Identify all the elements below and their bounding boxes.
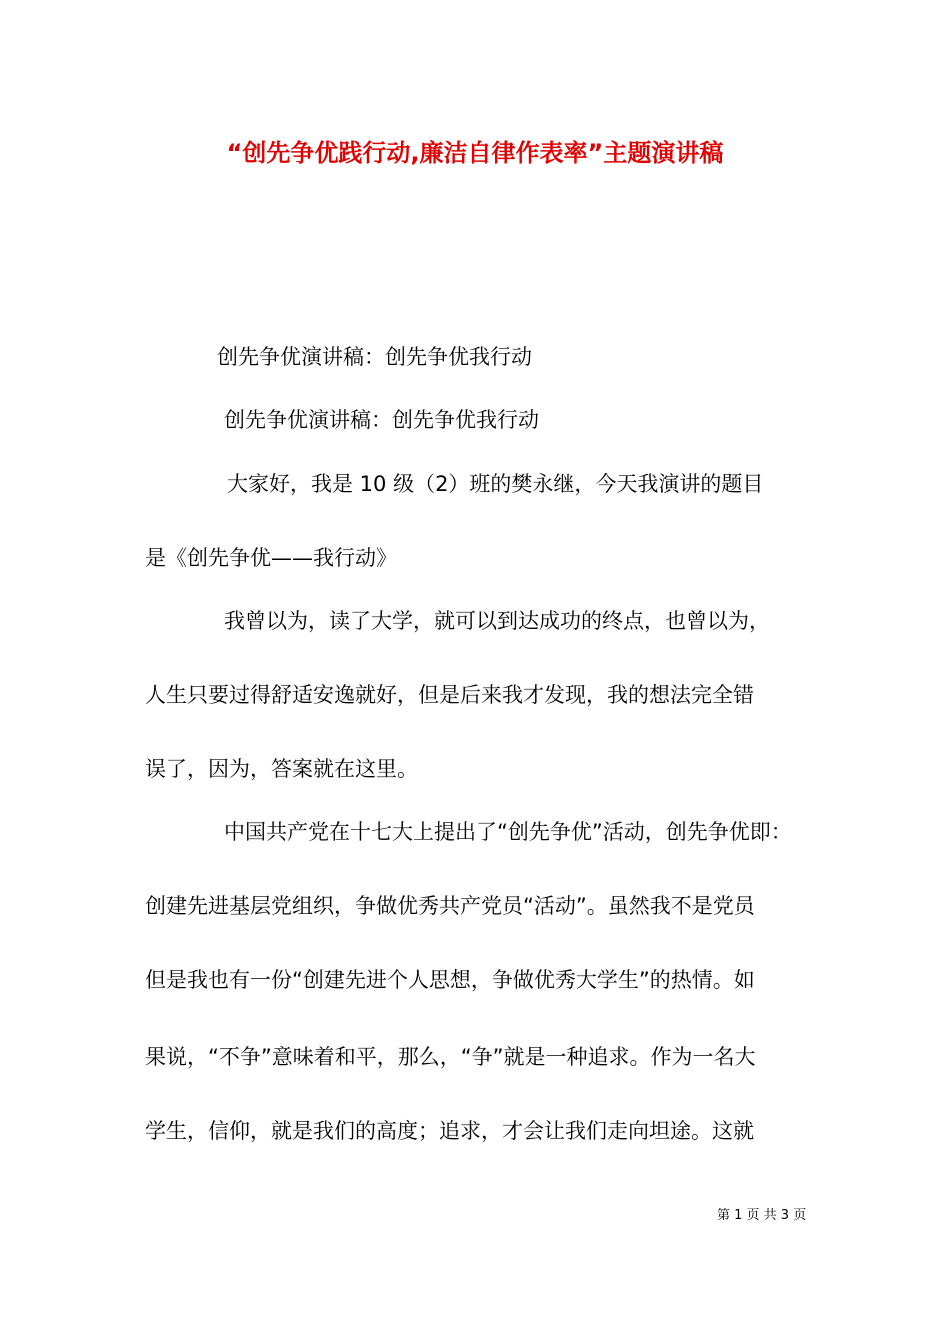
paragraph-line: 人生只要过得舒适安逸就好，但是后来我才发现，我的想法完全错 [145,683,754,707]
paragraph-line: 创先争优演讲稿：创先争优我行动 [217,345,532,369]
paragraph-line: 我曾以为，读了大学，就可以到达成功的终点，也曾以为， [224,609,770,633]
paragraph-line: 是《创先争优——我行动》 [145,546,397,570]
paragraph-line: 中国共产党在十七大上提出了“创先争优”活动，创先争优即： [224,820,792,844]
paragraph-line: 果说，“不争”意味着和平，那么，“争”就是一种追求。作为一名大 [145,1045,756,1069]
paragraph-line: 创先争优演讲稿：创先争优我行动 [224,408,539,432]
paragraph-line: 但是我也有一份“创建先进个人思想，争做优秀大学生”的热情。如 [145,968,755,992]
document-title: “创先争优践行动,廉洁自律作表率”主题演讲稿 [226,139,724,167]
page-footer: 第 1 页 共 3 页 [717,1208,807,1223]
paragraph-line: 误了，因为，答案就在这里。 [145,757,418,781]
paragraph-line: 大家好，我是 10 级（2）班的樊永继，今天我演讲的题目 [227,472,764,496]
paragraph-line: 创建先进基层党组织，争做优秀共产党员“活动”。虽然我不是党员 [145,894,755,918]
paragraph-line: 学生，信仰，就是我们的高度；追求，才会让我们走向坦途。这就 [145,1119,754,1143]
